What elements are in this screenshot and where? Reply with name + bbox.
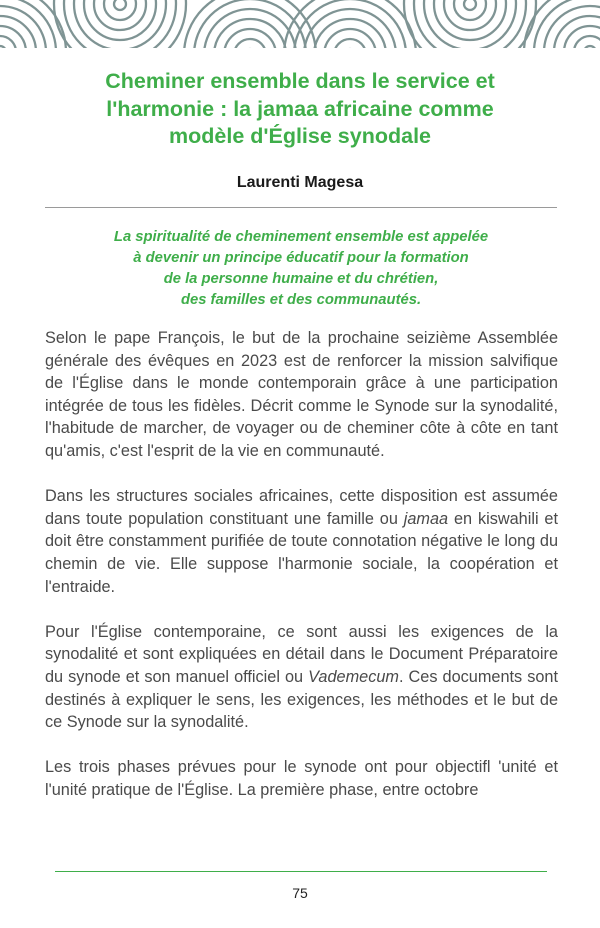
epigraph-line: des familles et des communautés. bbox=[180, 292, 422, 308]
pattern-arc bbox=[214, 19, 286, 48]
paragraph: Les trois phases prévues pour le synode ont pour objectifl 'unité et l'unité pratique de l'Église. La première phase, entre octobre bbox=[45, 758, 558, 799]
epigraph-line: de la personne humaine et du chrétien, bbox=[163, 271, 439, 287]
paragraph: Selon le pape François, le but de la prochaine seizième Assemblée générale des évêques en 2023 est de renforcer la mission salvifique de l'Église dans le monde contemporain grâce à une participation intégrée de tous les fidèles. Décrit comme le Synode sur la synodalité, l'habitude de marcher, de voyager ou de cheminer côte à côte en tant qu'amis, c'est l'esprit de la vie en communauté. bbox=[45, 329, 558, 460]
text: Dans les structures sociales africaines, cette disposition est assumée dans toute population constituant une famille ou bbox=[45, 487, 558, 528]
text: . Ces documents sont destinés à expliquer le sens, les exigences, les méthodes et le but de ce Synode sur la synodalité. bbox=[45, 667, 558, 732]
pattern-arc bbox=[94, 0, 146, 30]
title-line: Cheminer ensemble dans le service et bbox=[105, 69, 495, 93]
divider bbox=[45, 207, 557, 208]
pattern-arc bbox=[194, 0, 306, 48]
epigraph bbox=[45, 227, 557, 311]
pattern-arc bbox=[0, 46, 6, 48]
pattern-arc bbox=[584, 46, 596, 48]
pattern-arc bbox=[114, 0, 126, 10]
pattern-arc bbox=[294, 0, 406, 48]
title-line: modèle d'Église synodale bbox=[169, 124, 431, 148]
text: Pour l'Église contemporaine, ce sont aussi les exigences de la synodalité et sont expliquées en détail dans le Document Préparatoire du synode et son manuel officiel ou bbox=[45, 622, 558, 686]
pattern-arc bbox=[464, 0, 476, 10]
italic-term: Vademecum bbox=[308, 667, 399, 686]
footer-divider bbox=[55, 871, 547, 872]
author-name: Laurenti Magesa bbox=[236, 174, 364, 191]
pattern-arc bbox=[314, 19, 386, 48]
page-number: 75 bbox=[292, 885, 308, 901]
epigraph-line: La spiritualité de cheminement ensemble est appelée bbox=[113, 229, 489, 245]
italic-term: jamaa bbox=[403, 509, 449, 528]
pattern-arc bbox=[444, 0, 496, 30]
decorative-arc-pattern bbox=[0, 0, 600, 48]
epigraph-line: à devenir un principe éducatif pour la formation bbox=[133, 250, 469, 266]
article-body bbox=[45, 327, 558, 824]
article-title bbox=[40, 68, 560, 151]
pattern-arc bbox=[334, 39, 366, 48]
text: en kiswahili et doit être constamment purifiée de toute connotation négative le long du chemin de vie. Elle suppose l'harmonie sociale, la coopération et l'entraide. bbox=[45, 509, 558, 596]
title-line: l'harmonie : la jamaa africaine comme bbox=[106, 96, 494, 121]
paragraph bbox=[45, 485, 558, 598]
paragraph bbox=[45, 621, 558, 734]
pattern-arc bbox=[234, 39, 266, 48]
